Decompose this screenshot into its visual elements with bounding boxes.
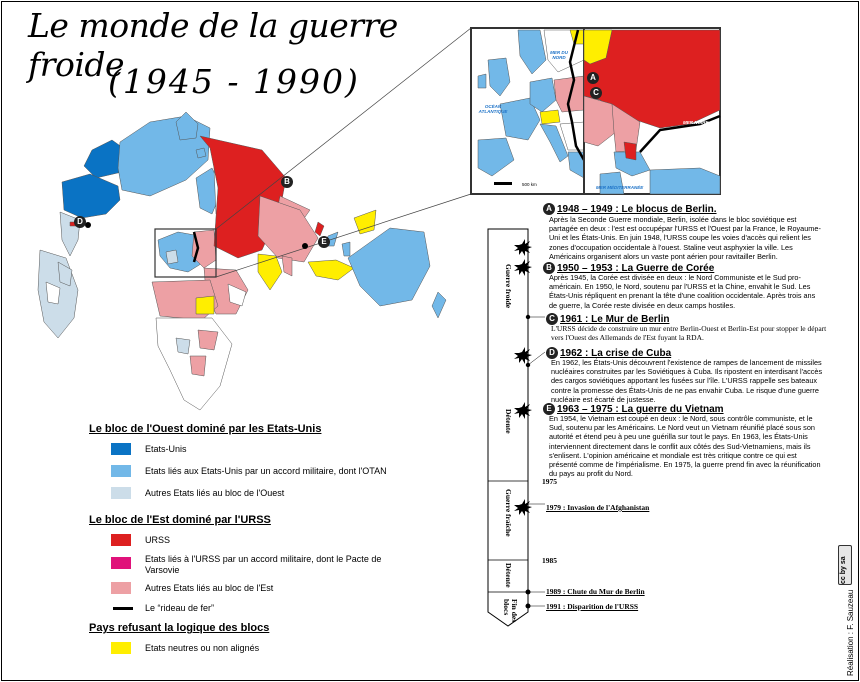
- inset-marker-c-icon: C: [590, 87, 602, 99]
- event-e-badge-icon: E: [543, 403, 555, 415]
- timeline-period-5: Fin des blocs: [502, 599, 519, 623]
- marker-d-icon: D: [74, 216, 86, 228]
- inset-label-atlantic: OCÉAN ATLANTIQUE: [478, 104, 508, 114]
- event-e-title: 1963 – 1975 : La guerre du Vietnam: [557, 404, 724, 415]
- legend-west-item-3: Autres Etats liés au bloc de l'Ouest: [145, 488, 285, 498]
- timeline-period-3: Guerre fraîche: [504, 489, 513, 537]
- inset-label-black-sea: MER NOIRE: [683, 120, 709, 125]
- timeline-year-1975: 1975: [542, 477, 557, 486]
- legend-east-item-1: URSS: [145, 535, 171, 545]
- event-a-title: 1948 – 1949 : Le blocus de Berlin.: [557, 204, 717, 215]
- event-c-title: 1961 : Le Mur de Berlin: [560, 314, 670, 325]
- inset-marker-a-icon: A: [587, 72, 599, 84]
- timeline-period-4: Détente: [504, 563, 513, 588]
- legend-east-title: Le bloc de l'Est dominé par l'URSS: [89, 514, 271, 526]
- inset-scale-label: 500 km: [522, 182, 537, 187]
- event-b-body: Après 1945, la Corée est divisée en deux : le Nord Communiste et le Sud pro-américain. En 1950, le Nord, soutenu par l'URSS et la Chine, envahit le Sud. Les États-Unis répliquent en prenant la tête d'une coalition occidentale. Après trois ans de guerre, la Corée reste divisée en deux camps hostiles.: [549, 273, 816, 310]
- event-e-body: En 1954, le Vietnam est coupé en deux : le Nord, sous contrôle communiste, et le Sud, soutenu par les Américains. Le Nord veut un Vietnam réunifié placé sous son autorité et étend peu à peu une guérilla sur tout le pays. En 1963, les États-Unis interviennent directement dans le conflit aux côtés des Sud-Vietnamiens, mais ils s'enlisent. L'opinion américaine et mondiale est très critique contre ce qui est présenté comme de l'impérialisme. En 1975, la guerre prend fin avec la réunification du pays au profit du Nord.: [549, 414, 821, 479]
- event-c-body: L'URSS décide de construire un mur entre Berlin-Ouest et Berlin-Est pour stopper le départ vers l'Ouest des Allemands de l'Est fuyant la RDA.: [551, 324, 827, 343]
- event-c-badge-icon: C: [546, 313, 558, 325]
- cc-license-icon: cc by sa: [838, 545, 852, 585]
- map-subtitle: (1945 - 1990): [108, 62, 360, 101]
- timeline-event-1979: 1979 : Invasion de l'Afghanistan: [546, 503, 650, 512]
- inset-label-mediterranean: MER MÉDITERRANÉE: [596, 185, 644, 190]
- event-b-badge-icon: B: [543, 262, 555, 274]
- legend-other-title: Pays refusant la logique des blocs: [89, 622, 270, 634]
- timeline-event-1991: 1991 : Disparition de l'URSS: [546, 602, 639, 611]
- legend-east-item-3: Autres Etats liés au bloc de l'Est: [145, 583, 274, 593]
- legend-west-item-2: Etats liés aux Etats-Unis par un accord militaire, dont l'OTAN: [145, 466, 387, 476]
- legend-west-title: Le bloc de l'Ouest dominé par les Etats-Unis: [89, 423, 322, 435]
- marker-e-icon: E: [318, 236, 330, 248]
- event-b-title: 1950 – 1953 : La Guerre de Corée: [557, 263, 715, 274]
- legend-west-item-1: Etats-Unis: [145, 444, 187, 454]
- timeline-year-1985: 1985: [542, 556, 557, 565]
- timeline-event-1989: 1989 : Chute du Mur de Berlin: [546, 587, 645, 596]
- event-d-body: En 1962, les États-Unis découvrent l'existence de rampes de lancement de missiles nucléaires construites par les Soviétiques à Cuba. Ils ripostent en interdisant l'accès des cargos soviétiques apportant les fusées sur l'île. L'URSS rappelle ses bateaux contre la promesse des États-Unis de ne pas envahir Cuba. Le risque d'une guerre nucléaire est écarté de justesse.: [551, 358, 823, 404]
- credit-text: Réalisation : F. Sauzeau: [846, 589, 855, 676]
- event-d-badge-icon: D: [546, 347, 558, 359]
- event-a-badge-icon: A: [543, 203, 555, 215]
- map-title: Le monde de la guerre froide: [28, 6, 398, 84]
- legend-other-item-1: Etats neutres ou non alignés: [145, 643, 260, 653]
- timeline-period-1: Guerre froide: [504, 264, 513, 309]
- legend-east-item-4: Le “rideau de fer”: [145, 603, 215, 613]
- event-a-body: Après la Seconde Guerre mondiale, Berlin, isolée dans le bloc soviétique est partagée en deux : l'est est occupépar l'URSS et l'Ouest par la France, le Royaume-Uni et les États-Unis. En juin 1948, l'URSS coupe les voies d'accès qui relient les zones d'occupation occidentale à l'ouest. Staline veut asphyxier la ville. Les Américains organisent alors un vaste pont aérien pour ravitailler Berlin.: [549, 215, 821, 261]
- marker-b-icon: B: [281, 176, 293, 188]
- event-d-title: 1962 : La crise de Cuba: [560, 348, 672, 359]
- inset-label-north-sea: MER DU NORD: [550, 50, 568, 60]
- timeline-period-2: Détente: [504, 409, 513, 434]
- legend-east-item-2: Etats liés à l'URSS par un accord militaire, dont le Pacte de Varsovie: [145, 554, 382, 575]
